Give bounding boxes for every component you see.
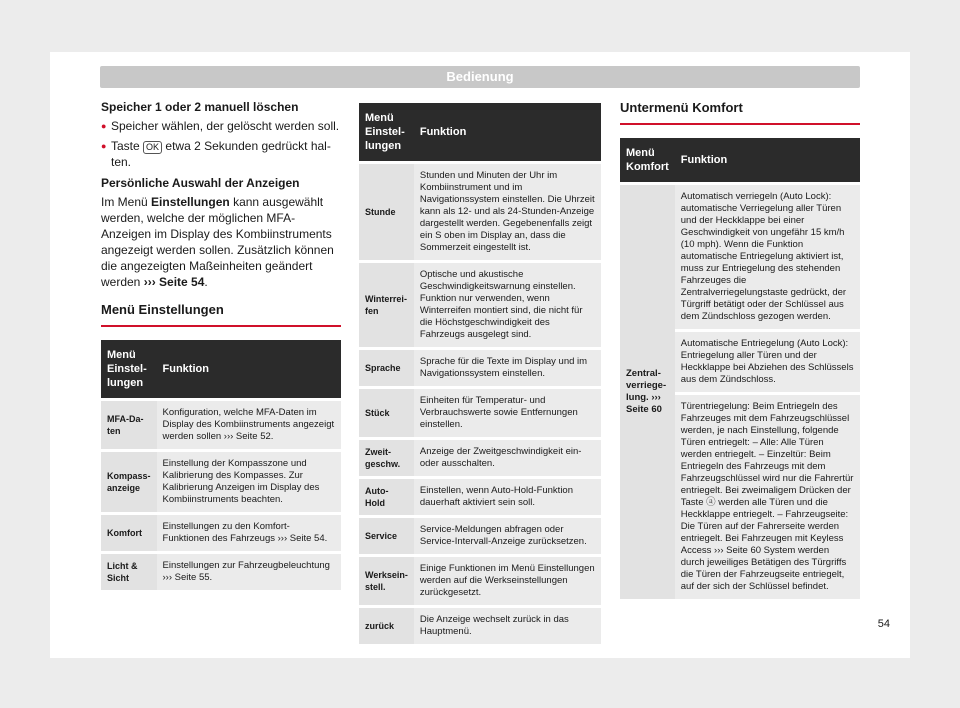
row-key: Kompassanzeige (101, 452, 157, 512)
section-untermenu-komfort: Untermenü Komfort (620, 100, 860, 125)
row-value: Türentriegelung: Beim Entriegeln des Fahrzeuges mit dem Fahrzeugschlüssel werden, je nach Einstellung, folgende Türen entriegelt: – Alle: Alle Türen werden entriegelt. – Einzeltür: Beim Entriegeln des Fahrzeugs mit dem Fahrzeugschlüssel wird nur die Fahrertür entriegelt. Bei zweimaligem Drücken der Taste ⓐ werden alle Türen und die Heckklappe entriegelt. – Fahrzeugseite: Die Türen auf der Fahrerseite werden entriegelt. Bei Fahrzeugen mit Keyless Access ››› Seite 60 System werden durch jeweiliges Betätigen des Türgriffs die Türen der Fahrzeugseite entriegelt, auf der sich der Schlüssel befindet. (675, 395, 860, 599)
row-value: Stunden und Minuten der Uhr im Kombiinstrument und im Navigationssystem einstellen. Die Uhrzeit kann als 12- und als 24-Stunden-Anzeige dargestellt werden. Gegebenenfalls zeigt ein S oben im Display an, dass die Sommerzeit eingestellt ist. (414, 164, 601, 260)
row-value: Optische und akustische Geschwindigkeitswarnung einstellen. Funktion nur verwenden, wenn Winterreifen montiert sind, die nicht für die Höchstgeschwindigkeit des Fahrzeugs ausgelegt sind. (414, 263, 601, 347)
page-number: 54 (877, 618, 890, 630)
header-band (100, 66, 860, 88)
bullet-2-post: etwa 2 Sekunden gedrückt halten. (111, 139, 331, 169)
table-row (359, 350, 601, 386)
table-row (359, 440, 601, 476)
row-value: Service-Meldungen abfragen oder Service-Intervall-Anzeige zurücksetzen. (414, 518, 601, 554)
row-key: Licht & Sicht (101, 554, 157, 590)
table-row (101, 452, 341, 512)
col-header-menu: Menü Komfort (620, 138, 675, 182)
bullet-2 (101, 138, 341, 170)
row-value: Einige Funktionen im Menü Einstellungen werden auf die Werkseinstellungen zurückgesetzt. (414, 557, 601, 605)
page-ref-link[interactable]: ››› Seite 54 (143, 275, 205, 289)
para-bold: Einstellungen (151, 195, 230, 209)
row-key: MFA-Daten (101, 401, 157, 449)
row-key: Sprache (359, 350, 414, 386)
table-row (101, 515, 341, 551)
table-einstellungen-cont (359, 100, 601, 647)
row-value: Einstellung der Kompasszone und Kalibrierung des Kompasses. Zur Kalibrierung Anzeigen im Display des Kombiinstruments beachten. (157, 452, 341, 512)
page (50, 52, 910, 658)
row-key: Auto-Hold (359, 479, 414, 515)
row-value: Konfiguration, welche MFA-Daten im Display des Kombiinstruments angezeigt werden sollen ››› Seite 52. (157, 401, 341, 449)
table-row (101, 401, 341, 449)
table-einstellungen (101, 337, 341, 593)
row-key: Zweitgeschw. (359, 440, 414, 476)
table-row (359, 389, 601, 437)
row-value: Einstellungen zur Fahrzeugbeleuchtung ››› Seite 55. (157, 554, 341, 590)
row-key: Werkseinstell. (359, 557, 414, 605)
col-header-funktion: Funktion (675, 138, 860, 182)
row-key: Stück (359, 389, 414, 437)
row-value: Die Anzeige wechselt zurück in das Hauptmenü. (414, 608, 601, 644)
row-value: Sprache für die Texte im Display und im Navigationssystem einstellen. (414, 350, 601, 386)
para-post: kann ausgewählt werden, welche der möglichen MFA-Anzeigen im Display des Kombiinstruments angezeigt werden sollen. Zusätzlich können die angezeigten Maßeinheiten geändert werden (101, 195, 334, 289)
row-key: zurück (359, 608, 414, 644)
table-row (101, 554, 341, 590)
para-pre: Im Menü (101, 195, 148, 209)
middle-column (359, 100, 601, 647)
col-header-funktion: Funktion (157, 340, 341, 398)
table-row (359, 263, 601, 347)
table-row (359, 608, 601, 644)
table-row (620, 185, 860, 329)
bullet-2-pre: Taste (111, 139, 140, 153)
row-value: Anzeige der Zweitgeschwindigkeit ein- oder ausschalten. (414, 440, 601, 476)
section-menu-einstellungen: Menü Einstellungen (101, 302, 341, 327)
heading-speicher: Speicher 1 oder 2 manuell löschen (101, 100, 299, 114)
paragraph-auswahl: Im Menü Einstellungen kann ausgewählt werden, welche der möglichen MFA-Anzeigen im Display des Kombiinstruments angezeigt werden sollen. Zusätzlich können die angezeigten Maßeinheiten geändert werden ››› Seite 54. (101, 195, 334, 289)
left-column (101, 100, 341, 593)
col-header-funktion: Funktion (414, 103, 601, 161)
row-value: Einstellen, wenn Auto-Hold-Funktion dauerhaft aktiviert sein soll. (414, 479, 601, 515)
row-key: Stunde (359, 164, 414, 260)
header-title: Bedienung (446, 69, 514, 84)
bullet-1: ● Speicher wählen, der gelöscht werden soll. (101, 118, 341, 134)
row-key: Zentralverriegelung. ››› Seite 60 (620, 185, 675, 599)
table-row (359, 164, 601, 260)
row-key: Service (359, 518, 414, 554)
right-column (620, 100, 860, 602)
table-row (359, 557, 601, 605)
table-row (359, 479, 601, 515)
row-key: Komfort (101, 515, 157, 551)
table-row (359, 518, 601, 554)
row-value: Einstellungen zu den Komfort-Funktionen des Fahrzeugs ››› Seite 54. (157, 515, 341, 551)
table-komfort (620, 135, 860, 602)
heading-auswahl: Persönliche Auswahl der Anzeigen (101, 176, 300, 190)
col-header-menu: Menü Einstellungen (359, 103, 414, 161)
ok-key-icon: OK (143, 141, 162, 154)
row-key: Winterreifen (359, 263, 414, 347)
row-value: Automatisch verriegeln (Auto Lock): automatische Verriegelung aller Türen und der Heckklappe bei einer Geschwindigkeit von ungefähr 15 km/h (10 mph). Wenn die Funktion automatische Entriegelung aktiviert ist, muss zur Entriegelung des stehenden Fahrzeuges die Zentralverriegelungstaste gedrückt, der Türgriff betätigt oder der Schlüssel aus dem Zündschloss gezogen werden. (675, 185, 860, 329)
row-value: Automatische Entriegelung (Auto Lock): Entriegelung aller Türen und der Heckklappe bei Abziehen des Schlüssels aus dem Zündschloss. (675, 332, 860, 392)
row-value: Einheiten für Temperatur- und Verbrauchswerte sowie Entfernungen einstellen. (414, 389, 601, 437)
col-header-menu: Menü Einstellungen (101, 340, 157, 398)
